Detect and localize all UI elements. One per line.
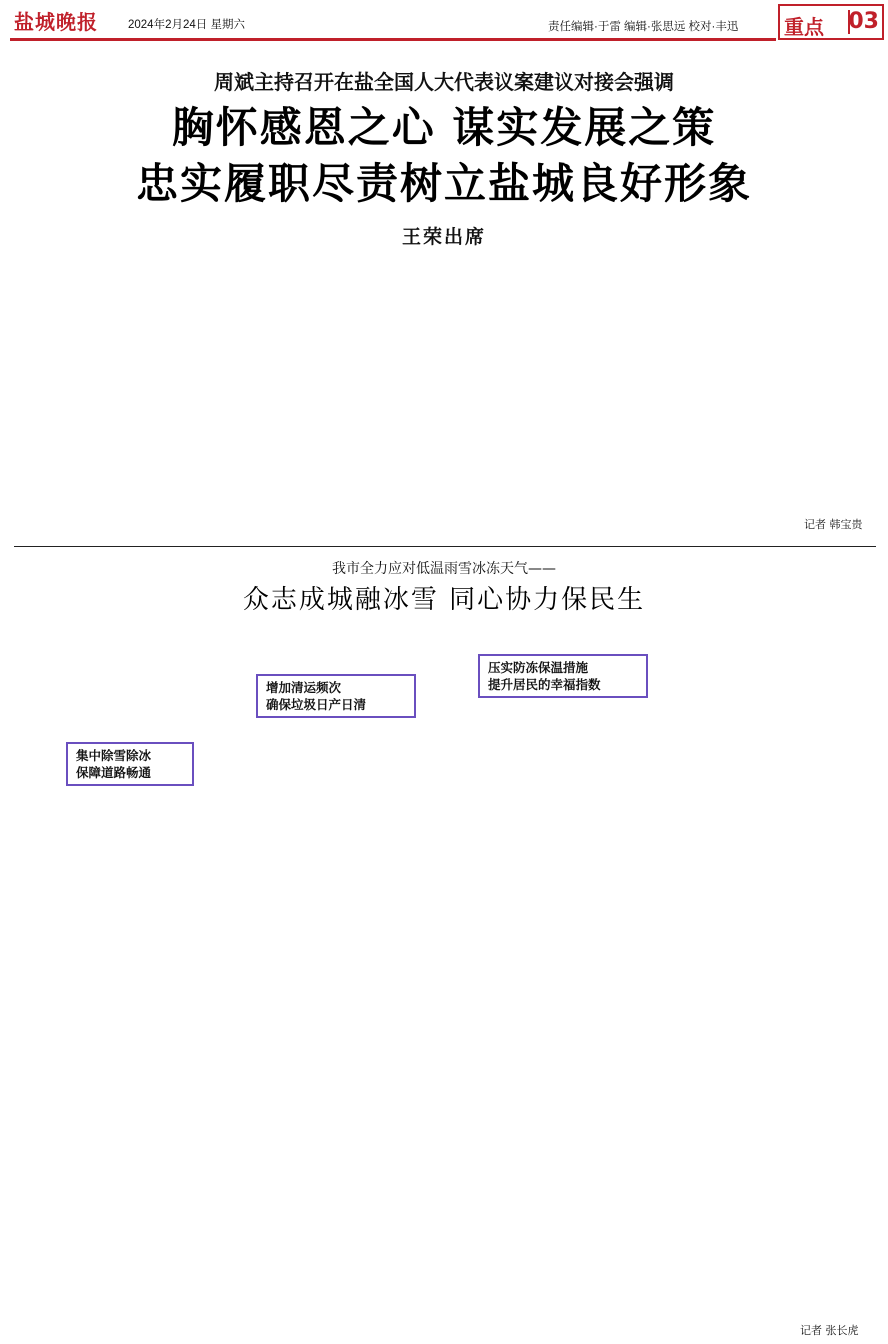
story1-headline-2: 忠实履职尽责树立盐城良好形象 xyxy=(135,159,752,208)
editor-credits: 责任编辑·于雷 编辑·张思远 校对·丰迅 xyxy=(548,21,739,33)
subhead-freeze-protection xyxy=(478,654,648,698)
story1-column-4 xyxy=(672,258,870,516)
story2-column-1-bottom xyxy=(22,794,218,1334)
masthead-rule xyxy=(10,38,776,41)
section-name: 重点 xyxy=(784,15,824,39)
subhead-line: 确保垃圾日产日清 xyxy=(266,697,367,712)
story2-column-2-top xyxy=(232,630,438,666)
newspaper-logo: 盐城晚报 xyxy=(14,10,98,34)
story1-deck: 王荣出席 xyxy=(401,226,486,248)
story2-column-4 xyxy=(672,630,870,1322)
story2-column-2-bottom xyxy=(232,716,438,1334)
story2-column-1-top xyxy=(22,630,218,734)
story1-column-2 xyxy=(232,258,438,534)
story1-column-3 xyxy=(452,258,658,534)
story2-byline: 记者 张长虎 xyxy=(800,1324,859,1337)
story2-kicker: 我市全力应对低温雨雪冰冻天气—— xyxy=(332,561,556,577)
story2-headline: 众志成城融冰雪 同心协力保民生 xyxy=(242,585,646,615)
story-divider xyxy=(14,546,876,547)
subhead-snow-removal xyxy=(66,742,194,786)
story2-column-3-bottom xyxy=(452,700,658,1334)
story1-headline-1: 胸怀感恩之心 谋实发展之策 xyxy=(171,103,717,152)
story2-column-3-top xyxy=(452,630,658,650)
subhead-line: 集中除雪除冰 xyxy=(76,748,152,763)
masthead xyxy=(0,0,888,40)
subhead-garbage-collection xyxy=(256,674,416,718)
subhead-line: 增加清运频次 xyxy=(266,680,342,695)
story1-byline: 记者 韩宝贵 xyxy=(804,518,863,531)
subhead-line: 保障道路畅通 xyxy=(76,765,152,780)
subhead-line: 提升居民的幸福指数 xyxy=(488,677,601,692)
section-tag xyxy=(778,4,884,40)
story1-column-1 xyxy=(22,258,218,534)
page-number: 03 xyxy=(848,9,879,34)
story1-kicker: 周斌主持召开在盐全国人大代表议案建议对接会强调 xyxy=(214,70,674,94)
subhead-line: 压实防冻保温措施 xyxy=(488,660,589,675)
dateline: 2024年2月24日 星期六 xyxy=(128,19,245,31)
